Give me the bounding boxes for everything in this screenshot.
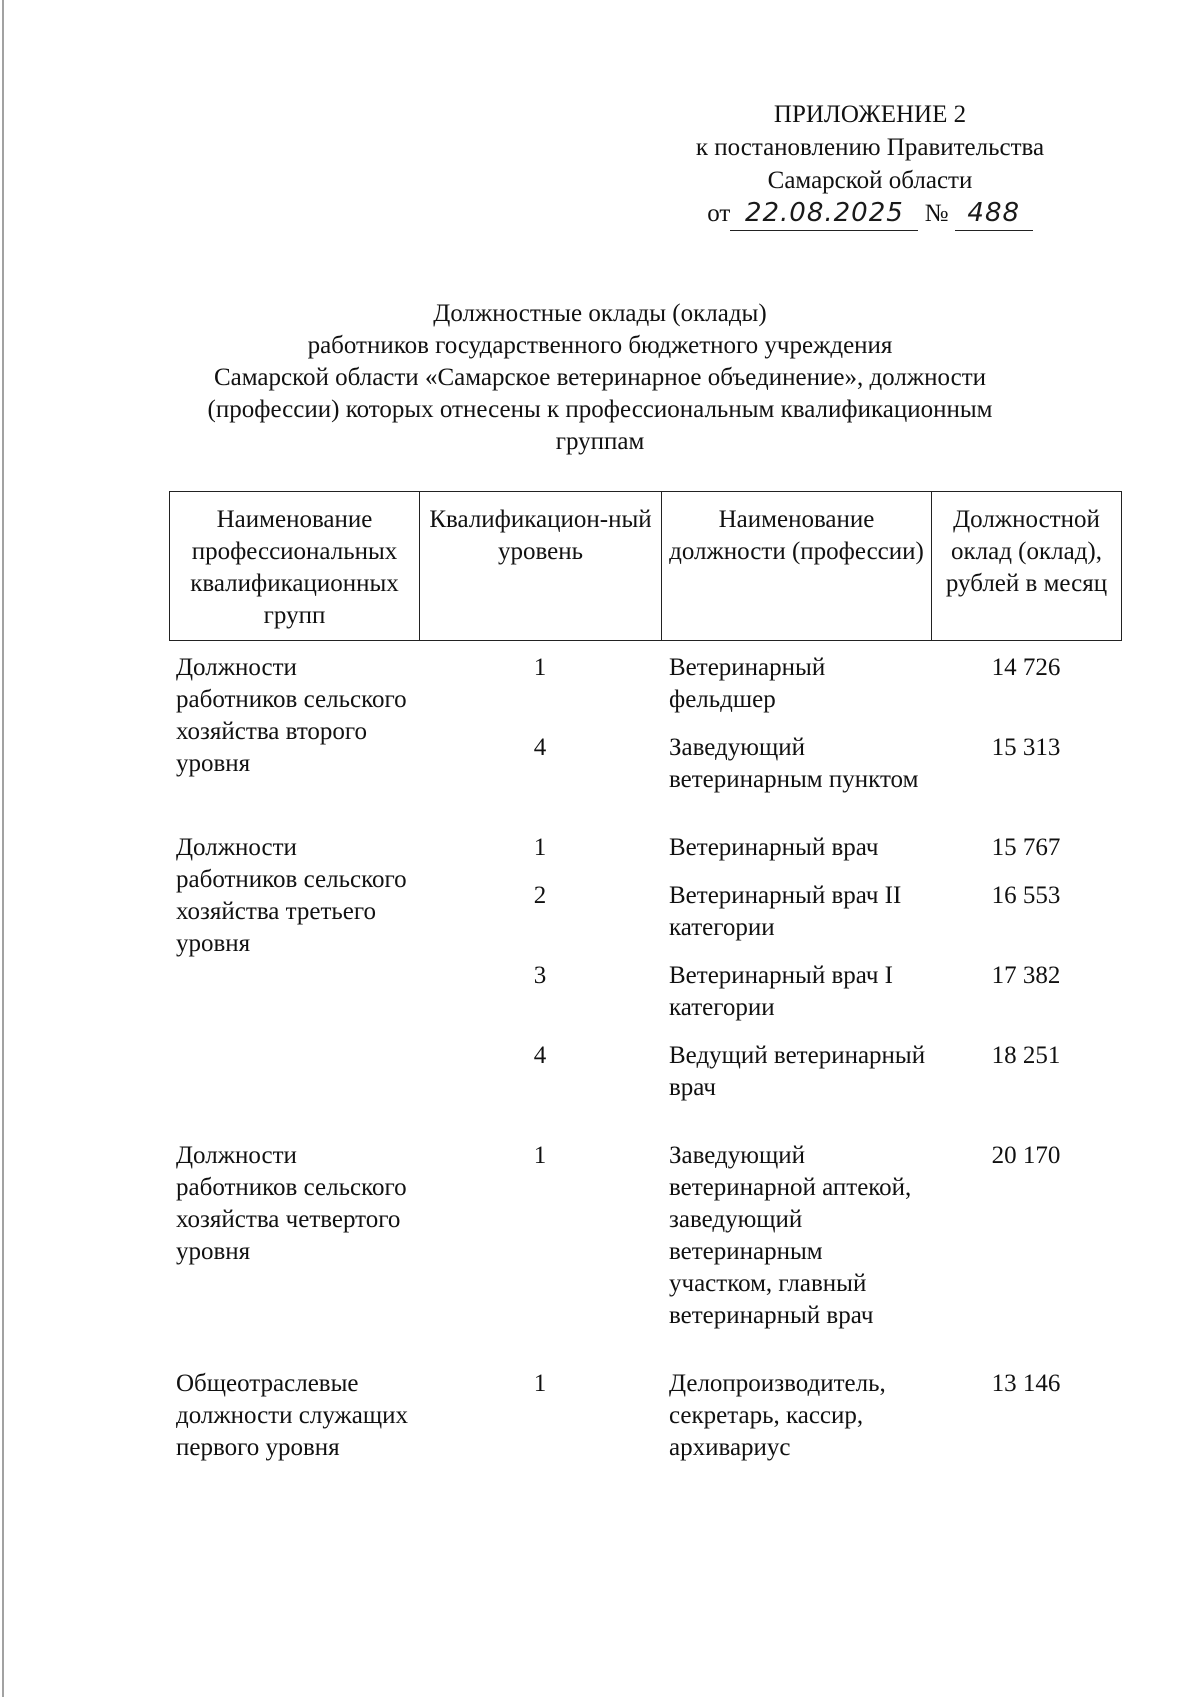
header-level: Квалификацион-ный уровень	[420, 492, 662, 641]
level-cell: 1	[533, 1370, 547, 1397]
position-cell: Делопроизводитель, секретарь, кассир, архивариус	[669, 1370, 886, 1461]
title-line-5: группам	[555, 428, 645, 455]
position-cell: Ветеринарный врач	[669, 834, 879, 861]
salary-cell: 16 553	[991, 882, 1061, 909]
header-position: Наименование должности (профессии)	[662, 492, 932, 641]
appendix-region: Самарской области	[767, 167, 973, 194]
position-cell: Заведующий ветеринарным пунктом	[669, 734, 919, 793]
header-group-name: Наименование профессиональных квалификационных групп	[170, 492, 420, 641]
scan-edge	[2, 0, 4, 1697]
number-label: №	[924, 200, 949, 227]
header-row	[170, 492, 1122, 641]
appendix-block	[640, 98, 1100, 231]
group-rows	[419, 1140, 1121, 1348]
group-rows	[419, 832, 1121, 1120]
position-cell: Ветеринарный врач I категории	[669, 962, 893, 1021]
table-group	[169, 1368, 1121, 1480]
salary-cell: 14 726	[991, 654, 1061, 681]
salary-cell: 15 767	[991, 834, 1061, 861]
level-cell: 2	[533, 882, 547, 909]
level-cell: 3	[533, 962, 547, 989]
title-line-2: работников государственного бюджетного учреждения	[307, 332, 893, 359]
table-row	[419, 1368, 1121, 1464]
table-row	[419, 880, 1121, 944]
salary-table-header	[169, 491, 1122, 641]
salary-cell: 15 313	[991, 734, 1061, 761]
table-group	[169, 832, 1121, 1120]
handwritten-date: 22.08.2025	[730, 197, 918, 231]
level-cell: 4	[533, 1042, 547, 1069]
position-cell: Ведущий ветеринарный врач	[669, 1042, 926, 1101]
group-rows	[419, 1368, 1121, 1480]
salary-cell: 20 170	[991, 1142, 1061, 1169]
level-cell: 1	[533, 834, 547, 861]
group-name: Должности работников сельского хозяйства третьего уровня	[176, 834, 407, 957]
handwritten-number: 488	[955, 197, 1033, 231]
position-cell: Заведующий ветеринарной аптекой, заведующий ветеринарным участком, главный ветеринарный врач	[669, 1142, 912, 1329]
salary-cell: 18 251	[991, 1042, 1061, 1069]
salary-cell: 13 146	[991, 1370, 1061, 1397]
group-rows	[419, 652, 1121, 812]
document-title	[150, 298, 1050, 458]
appendix-title: ПРИЛОЖЕНИЕ 2	[773, 101, 967, 128]
level-cell: 4	[533, 734, 547, 761]
salary-cell: 17 382	[991, 962, 1061, 989]
group-name: Должности работников сельского хозяйства второго уровня	[176, 654, 407, 777]
header-salary: Должностной оклад (оклад), рублей в месяц	[932, 492, 1122, 641]
salary-table-body	[169, 652, 1121, 1500]
table-row	[419, 960, 1121, 1024]
group-name: Общеотраслевые должности служащих первого уровня	[176, 1370, 409, 1461]
title-line-4: (профессии) которых отнесены к профессиональным квалификационным	[207, 396, 993, 423]
level-cell: 1	[533, 1142, 547, 1169]
from-label: от	[707, 200, 731, 227]
table-row	[419, 1040, 1121, 1104]
appendix-date-line	[640, 197, 1100, 231]
table-row	[419, 832, 1121, 864]
title-line-1: Должностные оклады (оклады)	[433, 300, 767, 327]
title-line-3: Самарской области «Самарское ветеринарное объединение», должности	[214, 364, 986, 391]
level-cell: 1	[533, 654, 547, 681]
table-group	[169, 1140, 1121, 1348]
position-cell: Ветеринарный фельдшер	[669, 654, 826, 713]
table-row	[419, 732, 1121, 796]
group-name: Должности работников сельского хозяйства четвертого уровня	[176, 1142, 407, 1265]
table-row	[419, 1140, 1121, 1332]
table-group	[169, 652, 1121, 812]
appendix-resolution: к постановлению Правительства	[695, 134, 1045, 161]
table-row	[419, 652, 1121, 716]
position-cell: Ветеринарный врач II категории	[669, 882, 902, 941]
